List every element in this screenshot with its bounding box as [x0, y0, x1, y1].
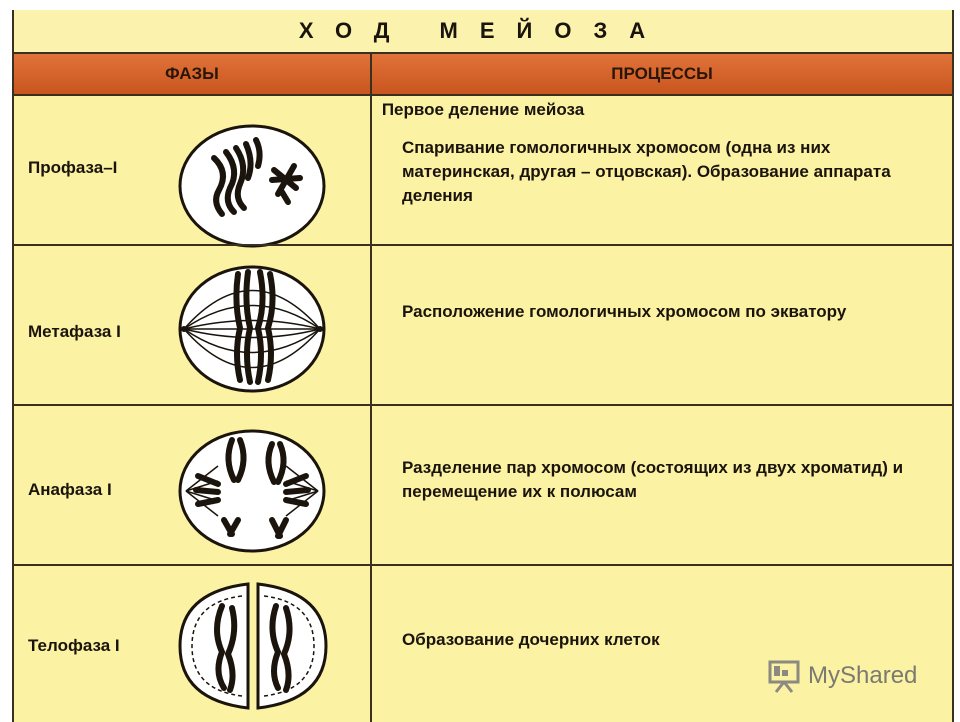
- table-header: [14, 52, 952, 96]
- watermark-text: MyShared: [808, 662, 918, 689]
- prophase-cell-illustration: [174, 122, 334, 248]
- phase-metaphase-1: Метафаза I: [28, 322, 121, 341]
- anaphase-cell-illustration: [174, 426, 334, 556]
- myshared-watermark: [766, 656, 936, 696]
- phase-anaphase-1: Анафаза I: [28, 480, 112, 499]
- header-processes: ПРОЦЕССЫ: [611, 64, 713, 83]
- process-prophase-1: Спаривание гомологичных хромосом (одна из них материнская, другая – отцовская). Образование аппарата деления: [402, 138, 891, 205]
- header-phases: ФАЗЫ: [165, 64, 219, 83]
- telophase-cell-illustration: [174, 578, 334, 714]
- presentation-board-icon: [766, 658, 802, 694]
- section-subtitle: Первое деление мейоза: [381, 100, 585, 119]
- process-anaphase-1: Разделение пар хромосом (состоящих из двух хроматид) и перемещение их к полюсам: [402, 458, 904, 501]
- row-divider: [14, 564, 952, 566]
- meiosis-table: [12, 10, 954, 722]
- metaphase-cell-illustration: [174, 262, 334, 396]
- row-divider: [14, 404, 952, 406]
- table-title: ХОД МЕЙОЗА: [14, 10, 952, 52]
- column-divider: [370, 96, 372, 722]
- process-metaphase-1: Расположение гомологичных хромосом по экватору: [402, 302, 847, 321]
- phase-prophase-1: Профаза–I: [28, 158, 118, 177]
- process-telophase-1: Образование дочерних клеток: [402, 630, 660, 649]
- phase-telophase-1: Телофаза I: [28, 636, 120, 655]
- row-divider: [14, 244, 952, 246]
